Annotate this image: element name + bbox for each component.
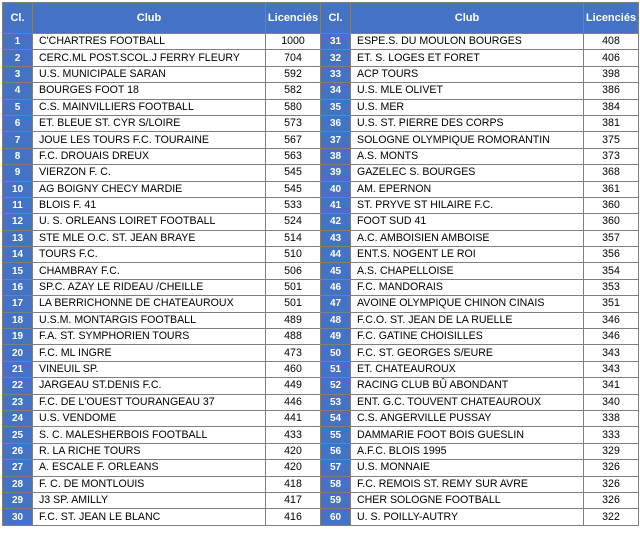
club-cell: RACING CLUB BÛ ABONDANT xyxy=(351,378,584,394)
rank-cell: 17 xyxy=(3,296,33,312)
club-cell: U.S. MUNICIPALE SARAN xyxy=(33,66,266,82)
licencies-cell: 326 xyxy=(584,492,639,508)
header-rank-left: Cl. xyxy=(3,3,33,34)
rank-cell: 8 xyxy=(3,148,33,164)
table-row xyxy=(3,427,639,443)
club-cell: F.A. ST. SYMPHORIEN TOURS xyxy=(33,329,266,345)
rank-cell: 60 xyxy=(321,509,351,525)
club-cell: AG BOIGNY CHECY MARDIE xyxy=(33,181,266,197)
licencies-cell: 341 xyxy=(584,378,639,394)
rank-cell: 39 xyxy=(321,165,351,181)
club-cell: ESPE.S. DU MOULON BOURGES xyxy=(351,34,584,50)
licencies-cell: 524 xyxy=(266,214,321,230)
licencies-cell: 488 xyxy=(266,329,321,345)
table-row xyxy=(3,492,639,508)
licencies-cell: 446 xyxy=(266,394,321,410)
licencies-cell: 573 xyxy=(266,115,321,131)
club-cell: C'CHARTRES FOOTBALL xyxy=(33,34,266,50)
rank-cell: 36 xyxy=(321,115,351,131)
licencies-cell: 420 xyxy=(266,443,321,459)
club-cell: R. LA RICHE TOURS xyxy=(33,443,266,459)
licencies-cell: 563 xyxy=(266,148,321,164)
licencies-cell: 501 xyxy=(266,296,321,312)
club-cell: SOLOGNE OLYMPIQUE ROMORANTIN xyxy=(351,132,584,148)
club-cell: U.S. MLE OLIVET xyxy=(351,83,584,99)
club-cell: VINEUIL SP. xyxy=(33,361,266,377)
table-body xyxy=(3,34,639,526)
licencies-cell: 398 xyxy=(584,66,639,82)
table-header xyxy=(3,3,639,34)
rank-cell: 15 xyxy=(3,263,33,279)
licencies-cell: 343 xyxy=(584,345,639,361)
club-cell: U.S. ST. PIERRE DES CORPS xyxy=(351,115,584,131)
rank-cell: 24 xyxy=(3,410,33,426)
rank-cell: 26 xyxy=(3,443,33,459)
licencies-cell: 346 xyxy=(584,329,639,345)
club-cell: SP.C. AZAY LE RIDEAU /CHEILLE xyxy=(33,279,266,295)
table-row xyxy=(3,296,639,312)
licencies-cell: 375 xyxy=(584,132,639,148)
club-cell: U. S. POILLY-AUTRY xyxy=(351,509,584,525)
club-cell: FOOT SUD 41 xyxy=(351,214,584,230)
licencies-cell: 326 xyxy=(584,460,639,476)
licencies-cell: 580 xyxy=(266,99,321,115)
club-cell: ENT. G.C. TOUVENT CHATEAUROUX xyxy=(351,394,584,410)
rank-cell: 13 xyxy=(3,230,33,246)
club-cell: TOURS F.C. xyxy=(33,247,266,263)
club-cell: ET. CHATEAUROUX xyxy=(351,361,584,377)
rank-cell: 10 xyxy=(3,181,33,197)
licencies-cell: 354 xyxy=(584,263,639,279)
rank-cell: 57 xyxy=(321,460,351,476)
club-cell: BOURGES FOOT 18 xyxy=(33,83,266,99)
table-row xyxy=(3,361,639,377)
table-row xyxy=(3,443,639,459)
club-cell: F.C. ML INGRE xyxy=(33,345,266,361)
licencies-cell: 533 xyxy=(266,197,321,213)
header-club-right: Club xyxy=(351,3,584,34)
header-licencies-right: Licenciés xyxy=(584,3,639,34)
club-cell: U. S. ORLEANS LOIRET FOOTBALL xyxy=(33,214,266,230)
club-cell: F.C. DROUAIS DREUX xyxy=(33,148,266,164)
table-row xyxy=(3,247,639,263)
rank-cell: 7 xyxy=(3,132,33,148)
club-cell: F.C. GATINE CHOISILLES xyxy=(351,329,584,345)
rank-cell: 11 xyxy=(3,197,33,213)
rank-cell: 30 xyxy=(3,509,33,525)
rank-cell: 9 xyxy=(3,165,33,181)
club-cell: ET. S. LOGES ET FORET xyxy=(351,50,584,66)
rank-cell: 18 xyxy=(3,312,33,328)
licencies-cell: 329 xyxy=(584,443,639,459)
licencies-cell: 433 xyxy=(266,427,321,443)
header-club-left: Club xyxy=(33,3,266,34)
table-row xyxy=(3,476,639,492)
rank-cell: 40 xyxy=(321,181,351,197)
club-cell: CERC.ML POST.SCOL.J FERRY FLEURY xyxy=(33,50,266,66)
licencies-cell: 567 xyxy=(266,132,321,148)
club-cell: CHAMBRAY F.C. xyxy=(33,263,266,279)
licencies-cell: 510 xyxy=(266,247,321,263)
table-row xyxy=(3,34,639,50)
club-cell: C.S. MAINVILLIERS FOOTBALL xyxy=(33,99,266,115)
club-cell: JOUE LES TOURS F.C. TOURAINE xyxy=(33,132,266,148)
club-cell: A. ESCALE F. ORLEANS xyxy=(33,460,266,476)
licencies-cell: 416 xyxy=(266,509,321,525)
table-row xyxy=(3,460,639,476)
club-cell: JARGEAU ST.DENIS F.C. xyxy=(33,378,266,394)
table-row xyxy=(3,132,639,148)
licencies-cell: 489 xyxy=(266,312,321,328)
club-cell: F.C. DE L'OUEST TOURANGEAU 37 xyxy=(33,394,266,410)
licencies-cell: 418 xyxy=(266,476,321,492)
rank-cell: 2 xyxy=(3,50,33,66)
rank-cell: 14 xyxy=(3,247,33,263)
licencies-cell: 582 xyxy=(266,83,321,99)
club-cell: BLOIS F. 41 xyxy=(33,197,266,213)
club-cell: C.S. ANGERVILLE PUSSAY xyxy=(351,410,584,426)
rank-cell: 44 xyxy=(321,247,351,263)
rank-cell: 38 xyxy=(321,148,351,164)
table-row xyxy=(3,329,639,345)
table-row xyxy=(3,509,639,525)
table-row xyxy=(3,410,639,426)
licencies-cell: 346 xyxy=(584,312,639,328)
club-cell: F. C. DE MONTLOUIS xyxy=(33,476,266,492)
licencies-cell: 420 xyxy=(266,460,321,476)
licencies-cell: 340 xyxy=(584,394,639,410)
club-cell: DAMMARIE FOOT BOIS GUESLIN xyxy=(351,427,584,443)
club-cell: STE MLE O.C. ST. JEAN BRAYE xyxy=(33,230,266,246)
club-cell: J3 SP. AMILLY xyxy=(33,492,266,508)
club-cell: LA BERRICHONNE DE CHATEAUROUX xyxy=(33,296,266,312)
rank-cell: 23 xyxy=(3,394,33,410)
licencies-cell: 473 xyxy=(266,345,321,361)
club-cell: U.S.M. MONTARGIS FOOTBALL xyxy=(33,312,266,328)
licencies-cell: 1000 xyxy=(266,34,321,50)
header-licencies-left: Licenciés xyxy=(266,3,321,34)
table-row xyxy=(3,263,639,279)
licencies-cell: 592 xyxy=(266,66,321,82)
table-row xyxy=(3,83,639,99)
rank-cell: 25 xyxy=(3,427,33,443)
rank-cell: 6 xyxy=(3,115,33,131)
club-cell: S. C. MALESHERBOIS FOOTBALL xyxy=(33,427,266,443)
table-row xyxy=(3,378,639,394)
rank-cell: 42 xyxy=(321,214,351,230)
licencies-cell: 381 xyxy=(584,115,639,131)
table-row xyxy=(3,181,639,197)
licencies-cell: 360 xyxy=(584,197,639,213)
rank-cell: 59 xyxy=(321,492,351,508)
rank-cell: 4 xyxy=(3,83,33,99)
club-cell: ST. PRYVE ST HILAIRE F.C. xyxy=(351,197,584,213)
club-cell: A.S. MONTS xyxy=(351,148,584,164)
club-cell: ENT.S. NOGENT LE ROI xyxy=(351,247,584,263)
club-cell: F.C. MANDORAIS xyxy=(351,279,584,295)
rank-cell: 50 xyxy=(321,345,351,361)
licencies-cell: 357 xyxy=(584,230,639,246)
rank-cell: 19 xyxy=(3,329,33,345)
rank-cell: 22 xyxy=(3,378,33,394)
table-row xyxy=(3,50,639,66)
licencies-cell: 373 xyxy=(584,148,639,164)
club-cell: F.C. ST. GEORGES S/EURE xyxy=(351,345,584,361)
rank-cell: 3 xyxy=(3,66,33,82)
table-row xyxy=(3,115,639,131)
rank-cell: 33 xyxy=(321,66,351,82)
table-row xyxy=(3,214,639,230)
table-row xyxy=(3,312,639,328)
licencies-cell: 326 xyxy=(584,476,639,492)
licencies-cell: 441 xyxy=(266,410,321,426)
club-cell: A.S. CHAPELLOISE xyxy=(351,263,584,279)
rank-cell: 29 xyxy=(3,492,33,508)
table-row xyxy=(3,394,639,410)
licencies-cell: 322 xyxy=(584,509,639,525)
rank-cell: 55 xyxy=(321,427,351,443)
rank-cell: 21 xyxy=(3,361,33,377)
licencies-cell: 514 xyxy=(266,230,321,246)
licencies-cell: 351 xyxy=(584,296,639,312)
table-row xyxy=(3,230,639,246)
licencies-cell: 338 xyxy=(584,410,639,426)
rank-cell: 52 xyxy=(321,378,351,394)
licencies-cell: 545 xyxy=(266,165,321,181)
club-cell: U.S. VENDOME xyxy=(33,410,266,426)
rank-cell: 47 xyxy=(321,296,351,312)
licencies-cell: 417 xyxy=(266,492,321,508)
club-cell: F.C. ST. JEAN LE BLANC xyxy=(33,509,266,525)
licencies-cell: 368 xyxy=(584,165,639,181)
rank-cell: 48 xyxy=(321,312,351,328)
header-rank-right: Cl. xyxy=(321,3,351,34)
rank-cell: 32 xyxy=(321,50,351,66)
table-row xyxy=(3,197,639,213)
rank-cell: 16 xyxy=(3,279,33,295)
rank-cell: 37 xyxy=(321,132,351,148)
club-cell: A.C. AMBOISIEN AMBOISE xyxy=(351,230,584,246)
club-cell: U.S. MER xyxy=(351,99,584,115)
licencies-cell: 343 xyxy=(584,361,639,377)
rank-cell: 45 xyxy=(321,263,351,279)
rank-cell: 1 xyxy=(3,34,33,50)
licencies-cell: 704 xyxy=(266,50,321,66)
club-cell: F.C.O. ST. JEAN DE LA RUELLE xyxy=(351,312,584,328)
club-cell: U.S. MONNAIE xyxy=(351,460,584,476)
licencies-cell: 361 xyxy=(584,181,639,197)
licencies-cell: 360 xyxy=(584,214,639,230)
rank-cell: 28 xyxy=(3,476,33,492)
licencies-cell: 384 xyxy=(584,99,639,115)
rank-cell: 34 xyxy=(321,83,351,99)
club-cell: A.F.C. BLOIS 1995 xyxy=(351,443,584,459)
table-row xyxy=(3,66,639,82)
licencies-cell: 545 xyxy=(266,181,321,197)
licencies-cell: 501 xyxy=(266,279,321,295)
licencies-cell: 449 xyxy=(266,378,321,394)
header-row xyxy=(3,3,639,34)
rank-cell: 20 xyxy=(3,345,33,361)
rank-cell: 49 xyxy=(321,329,351,345)
table-row xyxy=(3,99,639,115)
licencies-cell: 333 xyxy=(584,427,639,443)
rank-cell: 31 xyxy=(321,34,351,50)
licencies-cell: 408 xyxy=(584,34,639,50)
rank-cell: 35 xyxy=(321,99,351,115)
rank-cell: 27 xyxy=(3,460,33,476)
table-row xyxy=(3,165,639,181)
club-cell: ET. BLEUE ST. CYR S/LOIRE xyxy=(33,115,266,131)
rank-cell: 56 xyxy=(321,443,351,459)
club-cell: AM. EPERNON xyxy=(351,181,584,197)
ranking-table xyxy=(2,2,639,526)
ranking-table-container xyxy=(2,2,639,526)
rank-cell: 43 xyxy=(321,230,351,246)
rank-cell: 41 xyxy=(321,197,351,213)
rank-cell: 46 xyxy=(321,279,351,295)
licencies-cell: 506 xyxy=(266,263,321,279)
rank-cell: 51 xyxy=(321,361,351,377)
licencies-cell: 460 xyxy=(266,361,321,377)
club-cell: VIERZON F. C. xyxy=(33,165,266,181)
licencies-cell: 356 xyxy=(584,247,639,263)
club-cell: ACP TOURS xyxy=(351,66,584,82)
club-cell: F.C. REMOIS ST. REMY SUR AVRE xyxy=(351,476,584,492)
rank-cell: 58 xyxy=(321,476,351,492)
table-row xyxy=(3,279,639,295)
licencies-cell: 353 xyxy=(584,279,639,295)
rank-cell: 5 xyxy=(3,99,33,115)
club-cell: AVOINE OLYMPIQUE CHINON CINAIS xyxy=(351,296,584,312)
club-cell: CHER SOLOGNE FOOTBALL xyxy=(351,492,584,508)
licencies-cell: 406 xyxy=(584,50,639,66)
table-row xyxy=(3,148,639,164)
rank-cell: 12 xyxy=(3,214,33,230)
rank-cell: 53 xyxy=(321,394,351,410)
table-row xyxy=(3,345,639,361)
rank-cell: 54 xyxy=(321,410,351,426)
licencies-cell: 386 xyxy=(584,83,639,99)
club-cell: GAZELEC S. BOURGES xyxy=(351,165,584,181)
